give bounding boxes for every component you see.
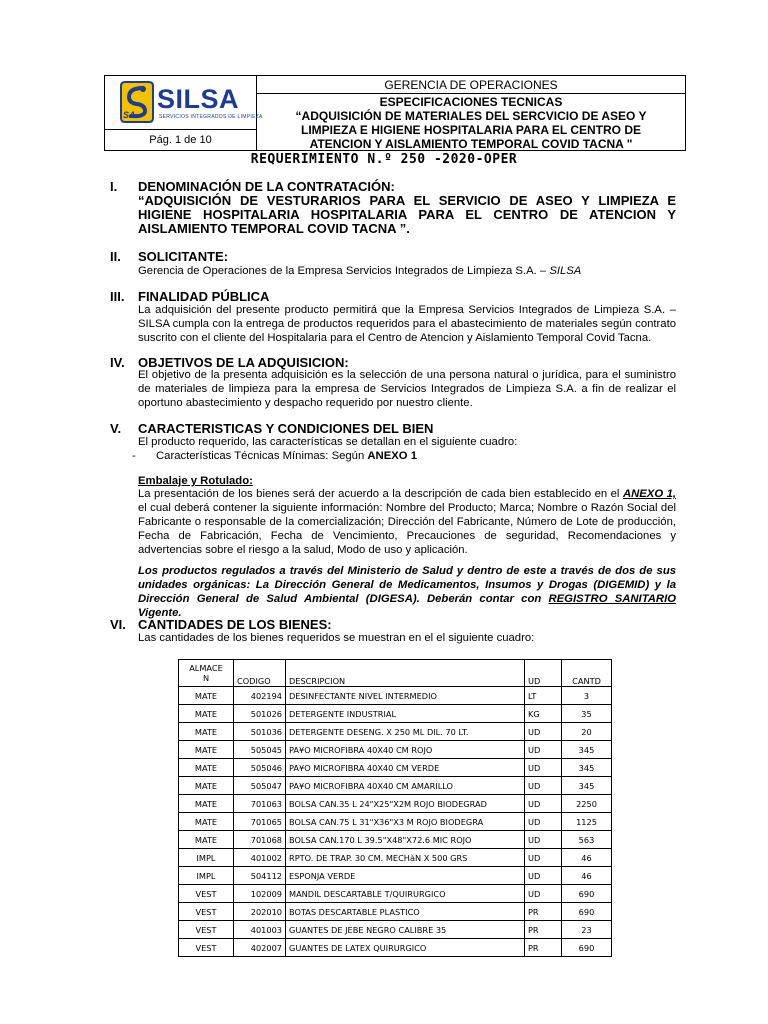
- cell-codigo: 701068: [234, 831, 286, 849]
- table-row: [179, 921, 612, 939]
- espec-line-2: “ADQUISICIÓN DE MATERIALES DEL SERCVICIO DE ASEO Y: [295, 109, 647, 123]
- cell-ud: UD: [525, 759, 562, 777]
- cell-cantd: 690: [562, 885, 612, 903]
- cell-almacen: VEST: [179, 903, 234, 921]
- cell-descripcion: PA¥O MICROFIBRA 40X40 CM VERDE: [286, 759, 525, 777]
- cell-almacen: VEST: [179, 939, 234, 957]
- cell-ud: UD: [525, 741, 562, 759]
- solicitante-company: SILSA: [549, 265, 582, 277]
- cell-cantd: 690: [562, 939, 612, 957]
- section-2-text: [138, 264, 676, 278]
- header-almacen-line1: ALMACE: [189, 663, 223, 673]
- table-row: [179, 723, 612, 741]
- cell-descripcion: PA¥O MICROFIBRA 40X40 CM ROJO: [286, 741, 525, 759]
- cell-ud: PR: [525, 903, 562, 921]
- solicitante-text: Gerencia de Operaciones de la Empresa Servicios Integrados de Limpieza S.A. –: [138, 265, 547, 277]
- registro-text-pre: Los productos regulados a través del Ministerio de Salud y dentro de este a través de dos de sus unidades orgánicas: La Dirección General de Medicamentos, Insumos y Drogas (DIGEMID) y la Dirección General de Salud Ambiental (DIGESA). Deberán contar con: [138, 565, 676, 605]
- section-title: FINALIDAD PÚBLICA: [138, 289, 270, 304]
- cell-codigo: 401002: [234, 849, 286, 867]
- section-6-text: Las cantidades de los bienes requeridos se muestran en el el siguiente cuadro:: [138, 632, 535, 644]
- logo-brand: SILSA: [157, 84, 240, 114]
- cell-almacen: IMPL: [179, 849, 234, 867]
- header-ud: UD: [525, 660, 562, 687]
- section-number: III.: [110, 289, 125, 304]
- bullet-text: Características Técnicas Mínimas: Según: [156, 450, 365, 462]
- cell-ud: KG: [525, 705, 562, 723]
- cell-codigo: 505046: [234, 759, 286, 777]
- cell-cantd: 35: [562, 705, 612, 723]
- table-header-row: [179, 660, 612, 687]
- cell-descripcion: PA¥O MICROFIBRA 40X40 CM AMARILLO: [286, 777, 525, 795]
- cell-codigo: 501026: [234, 705, 286, 723]
- registro-sanitario-note: [138, 564, 676, 620]
- embalaje-text: [138, 487, 676, 557]
- header-almacen: [179, 660, 234, 687]
- espec-line-3: LIMPIEZA E HIGIENE HOSPITALARIA PARA EL CENTRO DE: [300, 123, 642, 137]
- cell-ud: UD: [525, 831, 562, 849]
- logo-cell: [105, 76, 263, 130]
- section-number: IV.: [110, 355, 125, 370]
- cell-almacen: MATE: [179, 831, 234, 849]
- cell-codigo: 402194: [234, 687, 286, 705]
- section-1-text: “ADQUISICIÓN DE VESTURARIOS PARA EL SERVICIO DE ASEO Y LIMPIEZA E HIGIENE HOSPITALARIA HOSPITALARIA PARA EL CENTRO DE ATENCION Y AISLAMIENTO TEMPORAL COVID TACNA ”.: [138, 193, 676, 236]
- cell-ud: PR: [525, 921, 562, 939]
- embalaje-title: Embalaje y Rotulado:: [138, 475, 253, 487]
- cell-cantd: 690: [562, 903, 612, 921]
- page-number: Pág. 1 de 10: [105, 130, 257, 151]
- cell-cantd: 2250: [562, 795, 612, 813]
- cell-descripcion: BOTAS DESCARTABLE PLASTICO: [286, 903, 525, 921]
- items-table: [178, 659, 612, 957]
- table-row: [179, 795, 612, 813]
- section-title: CARACTERISTICAS Y CONDICIONES DEL BIEN: [138, 421, 434, 436]
- logo-mark: SA: [123, 110, 136, 120]
- table-row: [179, 777, 612, 795]
- table-row: [179, 831, 612, 849]
- bullet-anexo: ANEXO 1: [367, 450, 417, 462]
- header-cantd: CANTD: [562, 660, 612, 687]
- section-number: V.: [110, 421, 122, 436]
- cell-almacen: IMPL: [179, 867, 234, 885]
- cell-codigo: 402007: [234, 939, 286, 957]
- bullet-item: [156, 449, 417, 463]
- cell-codigo: 501036: [234, 723, 286, 741]
- embalaje-text-post: el cual deberá contener la siguiente información: Nombre del Producto; Marca; Nombre o Razón Social del Fabricante o responsable de la comercialización; Dirección del Fabricante, Número de Lote de producción, Fecha de Fabricación, Fecha de Vencimiento, Precauciones de seguridad, Recomendaciones y advertencias sobre el riesgo a la salud, Modo de uso y aplicación.: [138, 502, 676, 556]
- cell-ud: UD: [525, 777, 562, 795]
- cell-almacen: MATE: [179, 795, 234, 813]
- cell-cantd: 3: [562, 687, 612, 705]
- silsa-logo: [119, 80, 263, 126]
- cell-codigo: 401003: [234, 921, 286, 939]
- cell-ud: LT: [525, 687, 562, 705]
- cell-almacen: VEST: [179, 921, 234, 939]
- table-row: [179, 759, 612, 777]
- embalaje-anexo-link: ANEXO 1,: [622, 488, 677, 500]
- section-title: CANTIDADES DE LOS BIENES:: [138, 617, 332, 632]
- cell-descripcion: DETERGENTE DESENG. X 250 ML DIL. 70 LT.: [286, 723, 525, 741]
- cell-cantd: 20: [562, 723, 612, 741]
- section-number: I.: [110, 179, 118, 194]
- table-row: [179, 885, 612, 903]
- espec-line-1: ESPECIFICACIONES TECNICAS: [379, 95, 563, 109]
- logo-tagline: SERVICIOS INTEGRADOS DE LIMPIEZA: [159, 114, 263, 120]
- section-title: SOLICITANTE:: [138, 249, 229, 264]
- cell-ud: PR: [525, 939, 562, 957]
- header-almacen-line2: N: [202, 673, 210, 683]
- registro-sanitario: REGISTRO SANITARIO: [548, 593, 676, 605]
- cell-cantd: 345: [562, 777, 612, 795]
- cell-descripcion: BOLSA CAN.75 L 31"X36"X3 M ROJO BIODEGRA: [286, 813, 525, 831]
- cell-cantd: 46: [562, 867, 612, 885]
- section-number: II.: [110, 249, 121, 264]
- document-header: [104, 75, 686, 151]
- cell-ud: UD: [525, 885, 562, 903]
- cell-descripcion: RPTO. DE TRAP. 30 CM. MECHàN X 500 GRS: [286, 849, 525, 867]
- cell-ud: UD: [525, 849, 562, 867]
- cell-ud: UD: [525, 723, 562, 741]
- cell-descripcion: GUANTES DE JEBE NEGRO CALIBRE 35: [286, 921, 525, 939]
- cell-descripcion: MANDIL DESCARTABLE T/QUIRURGICO: [286, 885, 525, 903]
- cell-descripcion: BOLSA CAN.170 L 39.5"X48"X72.6 MIC ROJO: [286, 831, 525, 849]
- cell-descripcion: ESPONJA VERDE: [286, 867, 525, 885]
- table-row: [179, 939, 612, 957]
- cell-almacen: MATE: [179, 723, 234, 741]
- cell-almacen: MATE: [179, 687, 234, 705]
- cell-almacen: VEST: [179, 885, 234, 903]
- table-row: [179, 687, 612, 705]
- cell-descripcion: DESINFECTANTE NIVEL INTERMEDIO: [286, 687, 525, 705]
- section-number: VI.: [110, 617, 126, 632]
- cell-codigo: 505045: [234, 741, 286, 759]
- cell-descripcion: GUANTES DE LATEX QUIRURGICO: [286, 939, 525, 957]
- cell-codigo: 504112: [234, 867, 286, 885]
- cell-almacen: MATE: [179, 741, 234, 759]
- cell-descripcion: BOLSA CAN.35 L 24"X25"X2M ROJO BIODEGRAD: [286, 795, 525, 813]
- table-row: [179, 813, 612, 831]
- table-row: [179, 849, 612, 867]
- header-codigo: CODIGO: [234, 660, 286, 687]
- cell-codigo: 202010: [234, 903, 286, 921]
- table-row: [179, 867, 612, 885]
- embalaje-text-pre: La presentación de los bienes será der acuerdo a la descripción de cada bien establecido en el: [138, 488, 620, 500]
- table-row: [179, 705, 612, 723]
- requerimiento-number: REQUERIMIENTO N.º 250 -2020-OPER: [250, 152, 518, 167]
- cell-codigo: 102009: [234, 885, 286, 903]
- especificaciones-title: [257, 94, 685, 150]
- section-title: OBJETIVOS DE LA ADQUISICION:: [138, 355, 349, 370]
- bullet-dash: -: [132, 450, 136, 462]
- cell-ud: UD: [525, 867, 562, 885]
- cell-almacen: MATE: [179, 813, 234, 831]
- section-5-text: El producto requerido, las características se detallan en el siguiente cuadro:: [138, 436, 518, 448]
- cell-codigo: 505047: [234, 777, 286, 795]
- cell-codigo: 701063: [234, 795, 286, 813]
- registro-text-post: Vigente.: [138, 607, 182, 619]
- cell-descripcion: DETERGENTE INDUSTRIAL: [286, 705, 525, 723]
- section-title: DENOMINACIÓN DE LA CONTRATACIÓN:: [138, 179, 395, 194]
- cell-ud: UD: [525, 795, 562, 813]
- cell-cantd: 563: [562, 831, 612, 849]
- cell-almacen: MATE: [179, 759, 234, 777]
- table-body: [179, 687, 612, 957]
- section-3-text: La adquisición del presente producto permitirá que la Empresa Servicios Integrados de Limpieza S.A. – SILSA cumpla con la entrega de productos requeridos para el abastecimiento de materiales según contrato suscrito con el cliente del Hospitalaria para el Centro de Atencion y Aislamiento Temporal Covid Tacna.: [138, 304, 676, 344]
- espec-line-4: ATENCION Y AISLAMIENTO TEMPORAL COVID TACNA ": [309, 137, 633, 151]
- header-descripcion: DESCRIPCION: [286, 660, 525, 687]
- cell-cantd: 23: [562, 921, 612, 939]
- cell-cantd: 345: [562, 741, 612, 759]
- cell-cantd: 46: [562, 849, 612, 867]
- cell-cantd: 345: [562, 759, 612, 777]
- table-row: [179, 741, 612, 759]
- table-row: [179, 903, 612, 921]
- cell-almacen: MATE: [179, 777, 234, 795]
- cell-ud: UD: [525, 813, 562, 831]
- cell-codigo: 701065: [234, 813, 286, 831]
- gerencia-title: GERENCIA DE OPERACIONES: [257, 76, 685, 94]
- section-4-text: El objetivo de la presenta adquisición es la selección de una persona natural o jurídica, para el suministro de materiales de limpieza para la empresa de Servicios Integrados de Limpieza S.A. a fin de realizar el oportuno abastecimiento y despacho requerido por nuestro cliente.: [138, 369, 676, 409]
- cell-cantd: 1125: [562, 813, 612, 831]
- cell-almacen: MATE: [179, 705, 234, 723]
